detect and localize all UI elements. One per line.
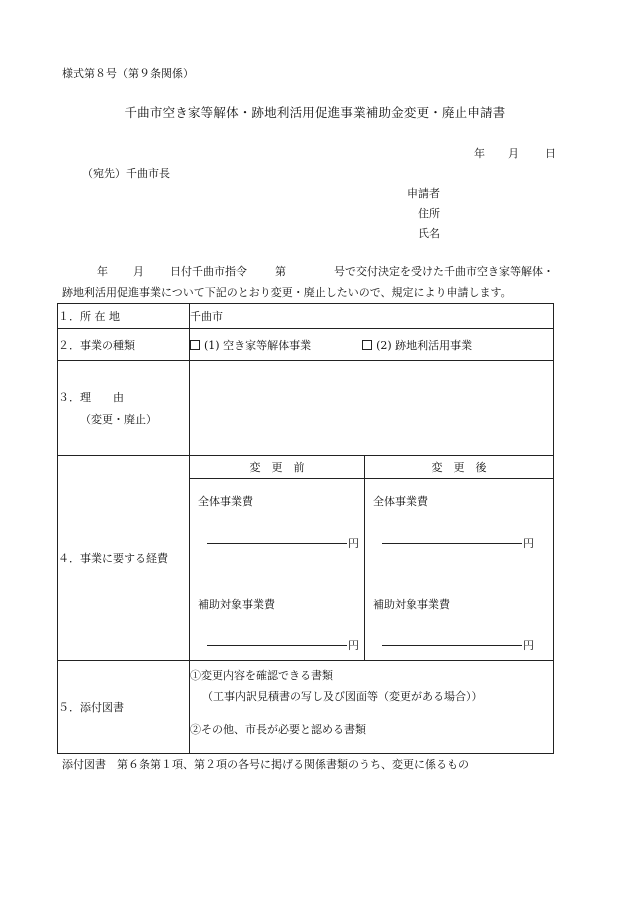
checkbox-demolition[interactable] <box>190 340 200 350</box>
before-total-input[interactable] <box>207 531 347 544</box>
option-land-use: (2) 跡地利活用事業 <box>376 338 473 352</box>
cost-label: ４．事業に要する経費 <box>58 456 190 661</box>
form-code: 様式第８号（第９条関係） <box>62 67 194 80</box>
attachment-item-1-note: （工事内訳見積書の写し及び図面等（変更がある場合）） <box>202 690 483 703</box>
applicant-label: 申請者 <box>407 187 440 200</box>
applicant-name-label: 氏名 <box>418 227 440 240</box>
reason-label-cell <box>58 361 190 456</box>
location-value: 千曲市 <box>190 304 554 329</box>
reason-label: ３．理 由 <box>58 391 124 404</box>
before-subsidy-label: 補助対象事業費 <box>198 598 275 611</box>
after-total-yen: 円 <box>523 537 534 550</box>
addressee: （宛先）千曲市長 <box>82 167 170 180</box>
after-total-label: 全体事業費 <box>373 495 428 508</box>
document-title: 千曲市空き家等解体・跡地利活用促進事業補助金変更・廃止申請書 <box>124 105 506 120</box>
reason-input[interactable] <box>190 361 554 456</box>
body-dai: 第 <box>275 265 286 278</box>
after-subsidy-label: 補助対象事業費 <box>373 598 450 611</box>
body-year: 年 <box>97 265 108 278</box>
attachment-item-2: ②その他、市長が必要と認める書類 <box>190 723 366 736</box>
row-location <box>58 304 554 329</box>
attachments-label: ５．添付図書 <box>58 661 190 754</box>
row-reason <box>58 361 554 456</box>
before-subsidy-yen: 円 <box>348 639 359 652</box>
checkbox-land-use[interactable] <box>362 340 372 350</box>
footer-note: 添付図書 第６条第１項、第２項の各号に掲げる関係書類のうち、変更に係るもの <box>62 758 469 771</box>
reason-sub-label: （変更・廃止） <box>80 413 157 426</box>
option-demolition: (1) 空き家等解体事業 <box>204 338 312 352</box>
body-line2: 跡地利活用促進事業について下記のとおり変更・廃止したいので、規定により申請します。 <box>62 286 512 299</box>
before-cost-cell <box>190 479 365 661</box>
after-total-input[interactable] <box>382 531 522 544</box>
body-line1-rest: 号で交付決定を受けた千曲市空き家等解体・ <box>334 265 554 278</box>
before-subsidy-input[interactable] <box>207 633 347 646</box>
before-header: 変 更 前 <box>190 456 365 479</box>
attachment-item-1: ①変更内容を確認できる書類 <box>190 669 333 682</box>
body-date-directive: 日付千曲市指令 <box>170 265 247 278</box>
body-month: 月 <box>133 265 144 278</box>
after-subsidy-yen: 円 <box>523 639 534 652</box>
type-label: ２．事業の種類 <box>58 329 190 361</box>
date-day-label: 日 <box>545 147 556 160</box>
application-table <box>57 303 554 754</box>
row-type <box>58 329 554 361</box>
row-attachments <box>58 661 554 754</box>
row-cost-header <box>58 456 554 479</box>
after-header: 変 更 後 <box>365 456 554 479</box>
location-label: １．所 在 地 <box>58 304 190 329</box>
applicant-address-label: 住所 <box>418 207 440 220</box>
before-total-label: 全体事業費 <box>198 495 253 508</box>
type-options <box>190 329 554 361</box>
date-month-label: 月 <box>508 147 519 160</box>
attachments-content <box>190 661 554 754</box>
date-year-label: 年 <box>474 147 485 160</box>
before-total-yen: 円 <box>348 537 359 550</box>
after-cost-cell <box>365 479 554 661</box>
after-subsidy-input[interactable] <box>382 633 522 646</box>
